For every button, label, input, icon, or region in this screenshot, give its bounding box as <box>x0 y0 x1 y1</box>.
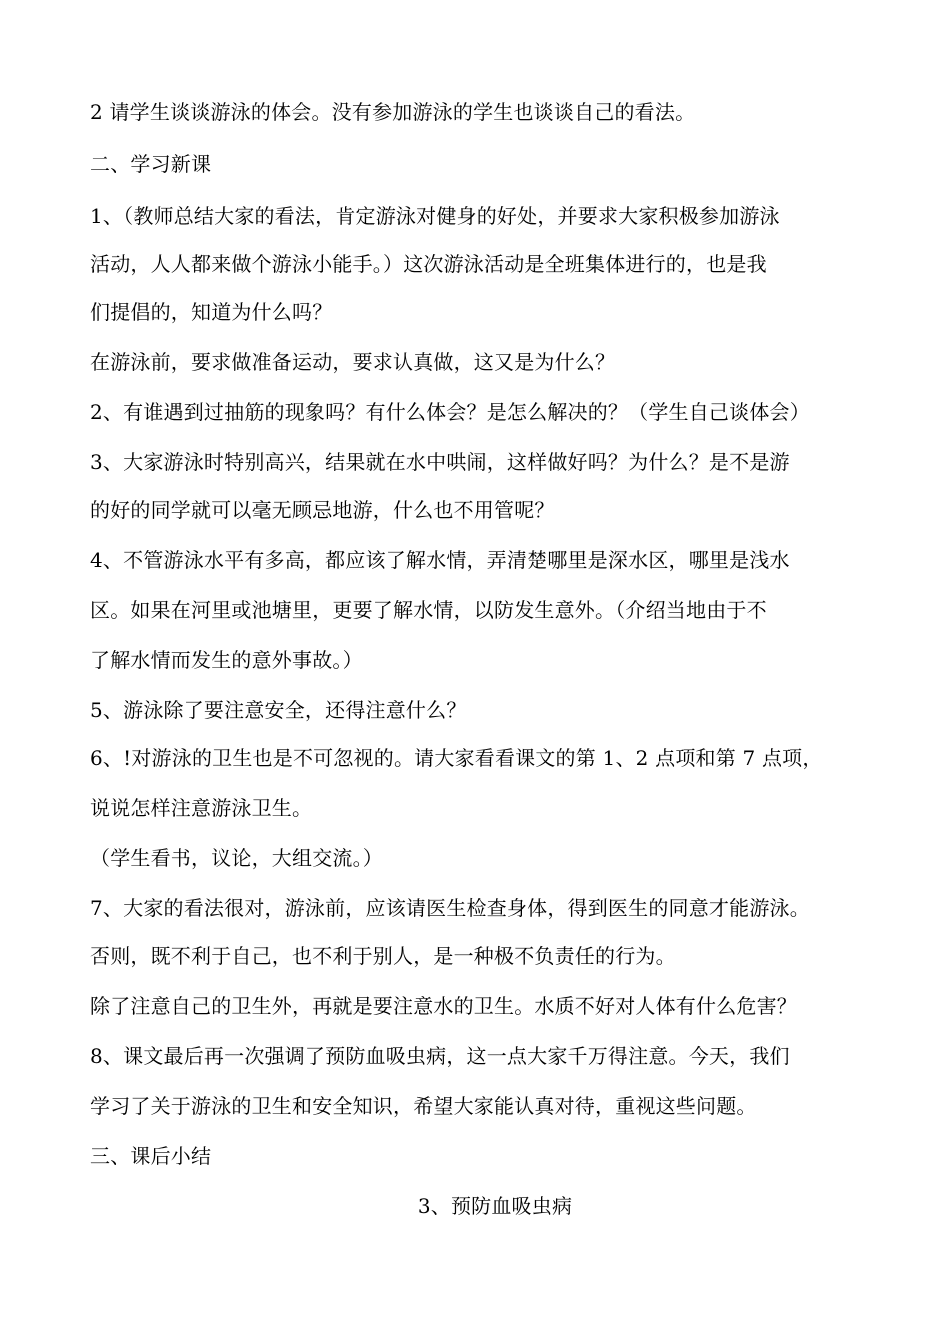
paragraph-line: 在游泳前，要求做准备运动，要求认真做，这又是为什么？ <box>90 350 616 374</box>
paragraph-line: 的好的同学就可以毫无顾忌地游，什么也不用管呢？ <box>90 498 555 522</box>
paragraph-line: （学生看书，议论，大组交流。） <box>90 846 383 870</box>
paragraph-line: 7、大家的看法很对，游泳前，应该请医生检查身体，得到医生的同意才能游泳。 <box>90 896 810 920</box>
paragraph-line: 5、游泳除了要注意安全，还得注意什么？ <box>90 698 467 722</box>
paragraph-line: 说说怎样注意游泳卫生。 <box>90 796 313 820</box>
paragraph-line: 除了注意自己的卫生外，再就是要注意水的卫生。水质不好对人体有什么危害？ <box>90 994 797 1018</box>
paragraph-line: 1、（教师总结大家的看法，肯定游泳对健身的好处，并要求大家积极参加游泳 <box>90 204 780 228</box>
section-title: 3、预防血吸虫病 <box>417 1194 573 1218</box>
paragraph-line: 4、不管游泳水平有多高，都应该了解水情，弄清楚哪里是深水区，哪里是浅水 <box>90 548 790 572</box>
paragraph-line: 们提倡的，知道为什么吗？ <box>90 300 333 324</box>
paragraph-line: 3、大家游泳时特别高兴，结果就在水中哄闹，这样做好吗？为什么？是不是游 <box>90 450 790 474</box>
section-heading-summary: 三、课后小结 <box>90 1144 212 1168</box>
paragraph-line: 2、有谁遇到过抽筋的现象吗？有什么体会？是怎么解决的？（学生自己谈体会） <box>90 400 810 424</box>
paragraph-line: 6、!对游泳的卫生也是不可忽视的。请大家看看课文的第 1、2 点项和第 7 点项， <box>90 746 823 770</box>
paragraph-line: 否则，既不利于自己，也不利于别人，是一种极不负责任的行为。 <box>90 944 676 968</box>
paragraph-line: 区。如果在河里或池塘里，更要了解水情，以防发生意外。（介绍当地由于不 <box>90 598 767 622</box>
paragraph-line: 8、课文最后再一次强调了预防血吸虫病，这一点大家千万得注意。今天，我们 <box>90 1044 790 1068</box>
paragraph-line: 学习了关于游泳的卫生和安全知识，希望大家能认真对待，重视这些问题。 <box>90 1094 757 1118</box>
paragraph-line: 了解水情而发生的意外事故。） <box>90 648 363 672</box>
paragraph-line: 2 请学生谈谈游泳的体会。没有参加游泳的学生也谈谈自己的看法。 <box>90 100 696 124</box>
paragraph-line: 活动，人人都来做个游泳小能手。）这次游泳活动是全班集体进行的，也是我 <box>90 252 767 276</box>
section-heading-new-lesson: 二、学习新课 <box>90 152 212 176</box>
